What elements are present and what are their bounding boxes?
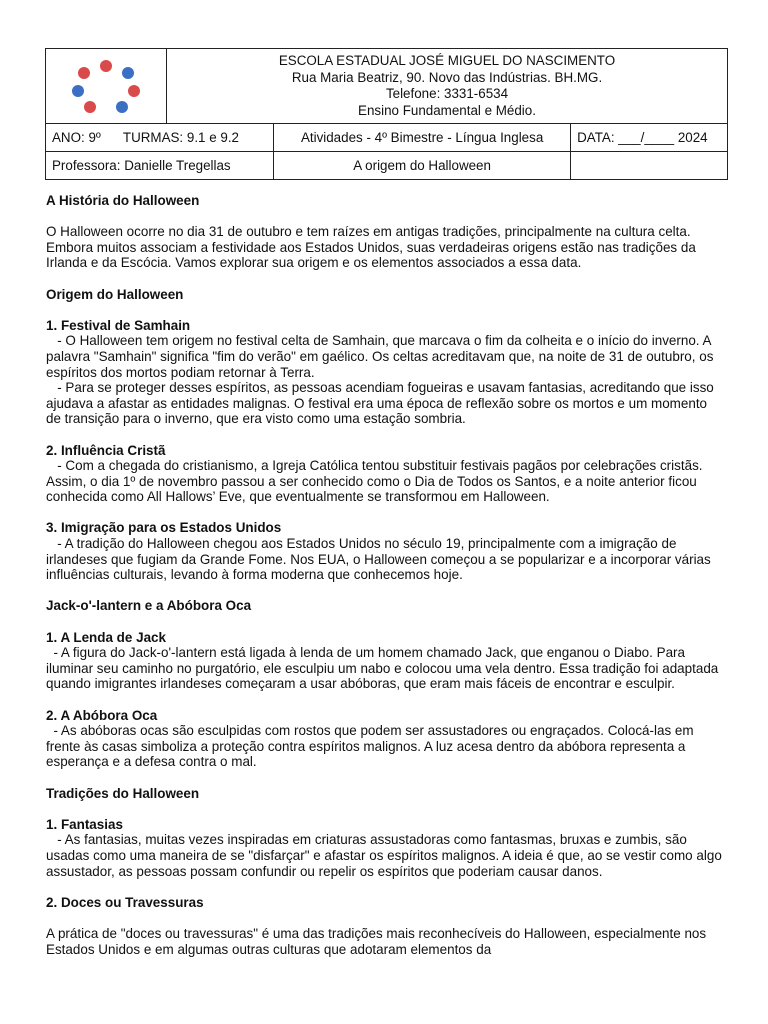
imigracao-heading: 3. Imigração para os Estados Unidos: [46, 520, 282, 536]
fantasias-paragraph: - As fantasias, muitas vezes inspiradas em criaturas assustadoras como fantasmas, bruxas e zumbis, são usadas como uma maneira de se "disfarçar" e afastar os espíritos malignos. A ideia é que, ao se vestir como algo assustador, as pessoas possam confundir ou repelir os espíritos que poderiam causar danos.: [46, 832, 726, 879]
tema-label: A origem do Halloween: [274, 152, 571, 180]
school-info: [167, 49, 728, 124]
samhain-paragraph-1: - O Halloween tem origem no festival celta de Samhain, que marcava o fim da colheita e o início do inverno. A palavra "Samhain" significa "fim do verão" em gaélico. Os celtas acreditavam que, na noite de 31 de outubro, os espíritos dos mortos podiam retornar à Terra.: [46, 333, 718, 380]
document-title: A História do Halloween: [46, 193, 200, 208]
turmas-label: TURMAS: 9.1 e 9.2: [122, 130, 239, 145]
imigracao-paragraph: - A tradição do Halloween chegou aos Estados Unidos no século 19, principalmente com a imigração de irlandeses que fugiam da Grande Fome. Nos EUA, o Halloween começou a se popularizar e a incorporar várias influências culturais, levando à forma moderna que conhecemos hoje.: [46, 536, 715, 583]
abobora-paragraph: - As abóboras ocas são esculpidas com rostos que podem ser assustadores ou engraçados. Colocá-las em frente às casas simboliza a proteção contra espíritos malignos. A luz acesa dentro da abóbora representa a esperança e a defesa contra o mal.: [46, 723, 698, 770]
school-address: Rua Maria Beatriz, 90. Novo das Indústrias. BH.MG.: [291, 69, 603, 85]
samhain-heading: 1. Festival de Samhain: [46, 317, 191, 333]
samhain-paragraph-2: - Para se proteger desses espíritos, as pessoas acendiam fogueiras e usavam fantasias, acreditando que isso ajudava a afastar as entidades malignas. O festival era uma época de reflexão sobre os mortos e um momento de transição para o inverno, que era visto como uma estação sombria.: [46, 380, 718, 427]
crista-paragraph: - Com a chegada do cristianismo, a Igreja Católica tentou substituir festivais pagãos por celebrações cristãs. Assim, o dia 1º de novembro passou a ser conhecido como o Dia de Todos os Santos, e a noite anterior ficou conhecida como All Hallows’ Eve, que eventualmente se transformou em Halloween.: [46, 458, 706, 505]
ano-turmas-cell: [46, 124, 274, 152]
intro-paragraph: O Halloween ocorre no dia 31 de outubro e tem raízes em antigas tradições, principalmente na cultura celta. Embora muitos associam a festividade aos Estados Unidos, suas verdadeiras origens estão nas tradições da Irlanda e da Escócia. Vamos explorar sua origem e os elementos associados a essa data.: [46, 224, 696, 271]
empty-cell: [571, 152, 728, 180]
school-name: ESCOLA ESTADUAL JOSÉ MIGUEL DO NASCIMENTO: [278, 53, 616, 68]
document-body: [46, 193, 726, 957]
ano-label: ANO: 9º: [52, 130, 101, 145]
doces-paragraph: A prática de "doces ou travessuras" é uma das tradições mais reconhecíveis do Halloween, especialmente nos Estados Unidos e em algumas outras culturas que adotaram elementos da: [46, 925, 707, 957]
data-label: DATA: ___/____ 2024: [571, 124, 728, 152]
abobora-heading: 2. A Abóbora Oca: [46, 707, 158, 723]
lenda-paragraph: - A figura do Jack-o'-lantern está ligada à lenda de um homem chamado Jack, que enganou o Diabo. Para iluminar seu caminho no purgatório, ele esculpiu um nabo e colocou uma vela dentro. Essa tradição foi adaptada quando imigrantes irlandeses começaram a usar abóboras, que eram mais fáceis de encontrar e esculpir.: [46, 645, 723, 692]
professora-label: Professora: Danielle Tregellas: [46, 152, 274, 180]
fantasias-heading: 1. Fantasias: [46, 816, 123, 832]
jack-heading: Jack-o'-lantern e a Abóbora Oca: [46, 598, 252, 614]
school-level: Ensino Fundamental e Médio.: [358, 102, 536, 118]
atividades-label: Atividades - 4º Bimestre - Língua Inglesa: [274, 124, 571, 152]
header-table: [45, 48, 728, 180]
school-phone: Telefone: 3331-6534: [385, 86, 509, 101]
crista-heading: 2. Influência Cristã: [46, 442, 166, 458]
doces-heading: 2. Doces ou Travessuras: [46, 894, 204, 910]
school-logo: [68, 57, 144, 115]
lenda-heading: 1. A Lenda de Jack: [46, 629, 166, 645]
tradicoes-heading: Tradições do Halloween: [46, 785, 200, 801]
origem-heading: Origem do Halloween: [46, 286, 184, 302]
logo-cell: [46, 49, 167, 124]
